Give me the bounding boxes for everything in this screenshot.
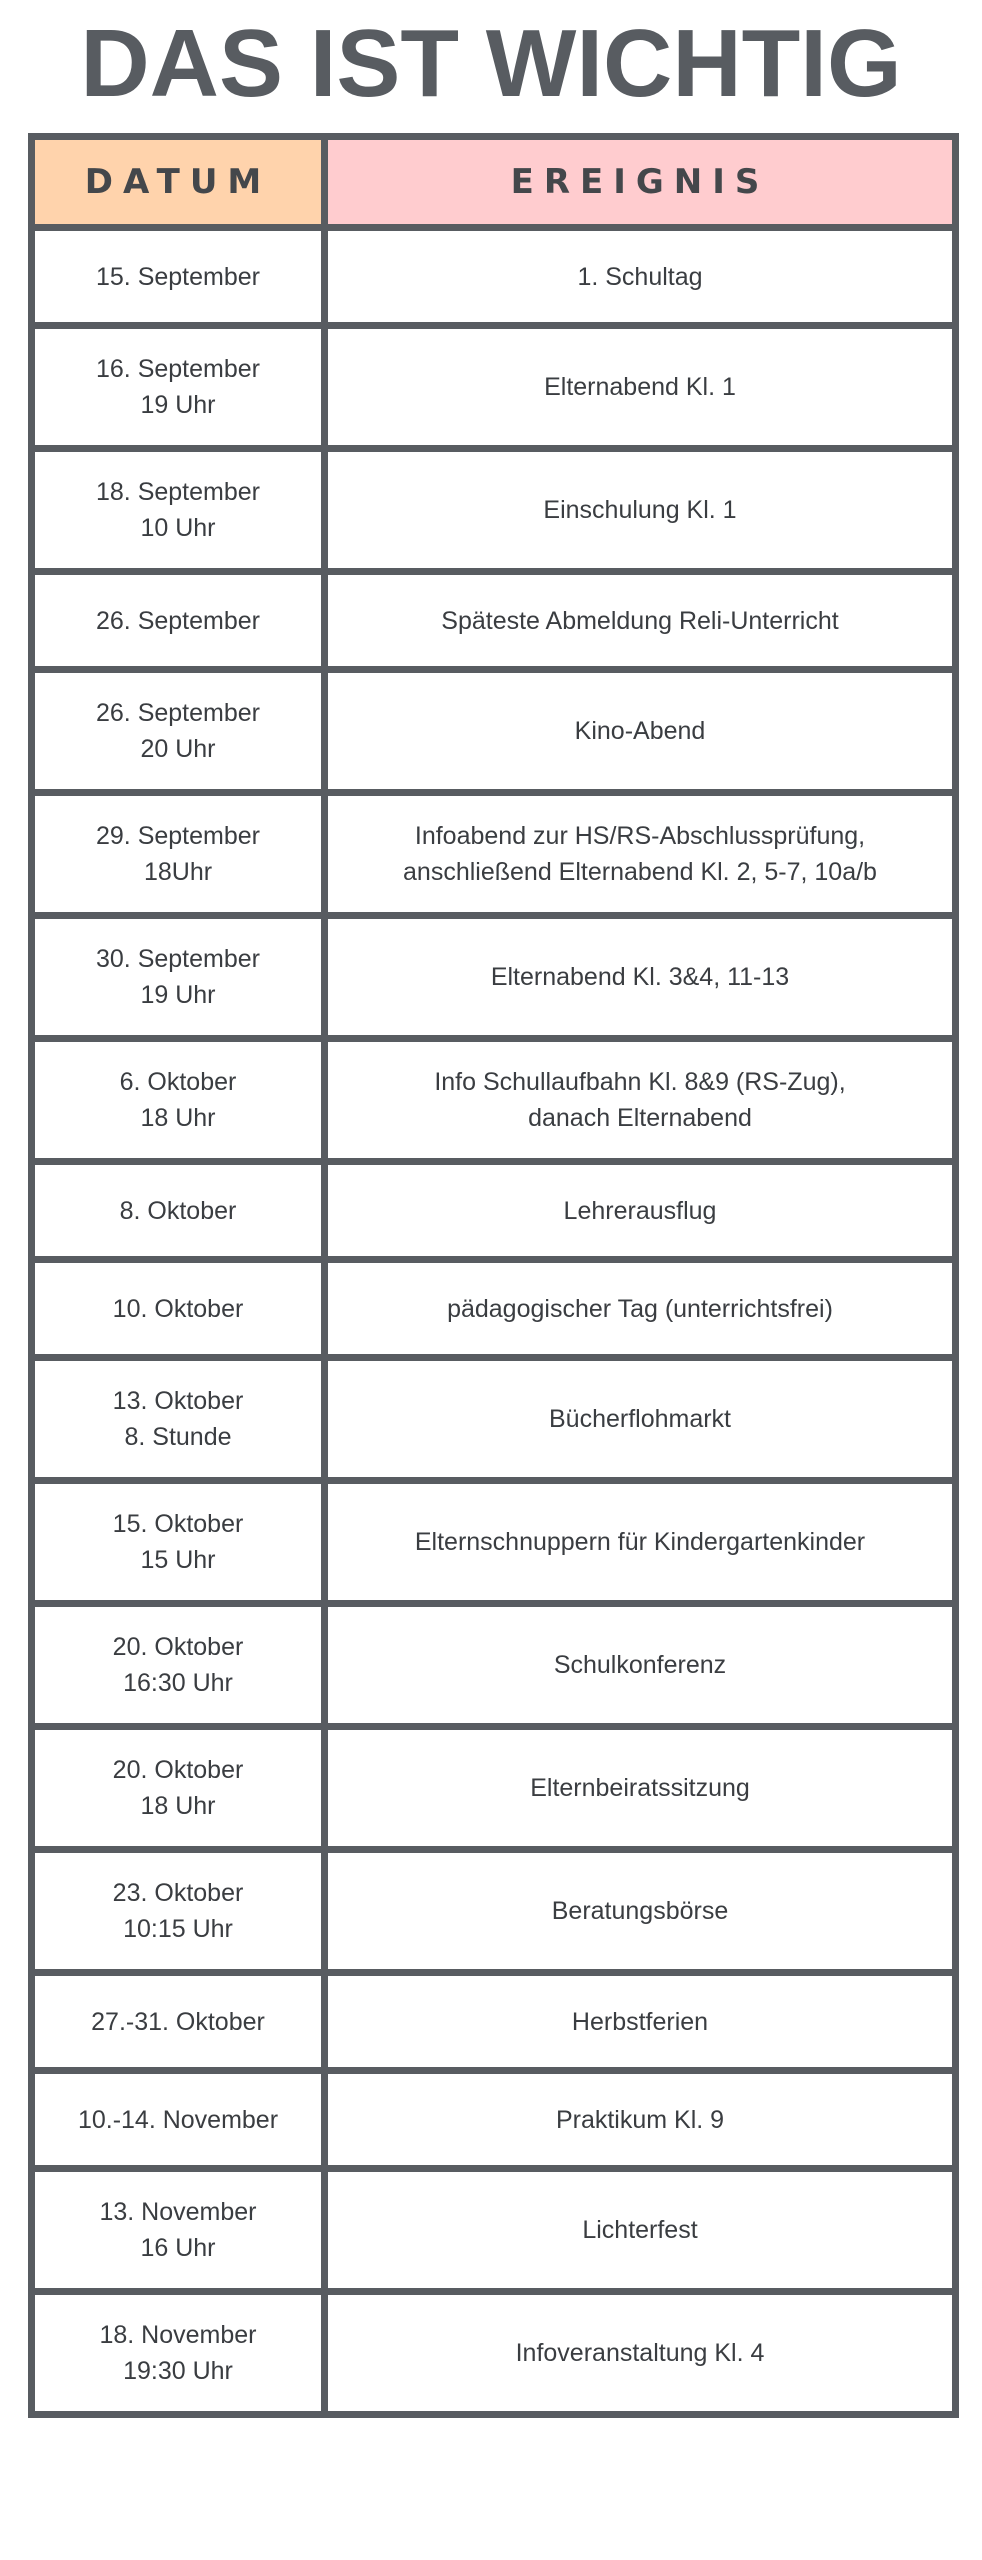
date-cell — [32, 1604, 325, 1727]
event-cell-line: Info Schullaufbahn Kl. 8&9 (RS-Zug), — [434, 1068, 846, 1096]
event-cell-line: Bücherflohmarkt — [548, 1405, 732, 1433]
event-cell — [325, 1358, 956, 1481]
table-row — [32, 1162, 956, 1260]
date-cell-line: 23. Oktober — [112, 1879, 244, 1907]
event-cell — [325, 2292, 956, 2415]
header-ereignis: EREIGNIS — [325, 137, 956, 228]
table-row — [32, 1973, 956, 2071]
date-cell — [32, 916, 325, 1039]
table-row — [32, 572, 956, 670]
table-row — [32, 2071, 956, 2169]
event-cell — [325, 1604, 956, 1727]
date-cell — [32, 326, 325, 449]
event-cell-line: 1. Schultag — [577, 262, 703, 291]
date-cell-line: 15. Oktober — [112, 1510, 244, 1538]
table-header-row — [32, 137, 956, 228]
date-cell-line: 18 Uhr — [140, 1792, 216, 1820]
date-cell-line: 19:30 Uhr — [123, 2357, 233, 2385]
event-cell — [325, 916, 956, 1039]
event-cell-line: pädagogischer Tag (unterrichtsfrei) — [447, 1294, 833, 1323]
event-cell — [325, 449, 956, 572]
date-cell-line: 26. September — [96, 699, 260, 727]
date-cell-line: 10. Oktober — [112, 1294, 244, 1323]
date-cell-line: 26. September — [96, 606, 260, 635]
date-cell-line: 13. November — [99, 2198, 257, 2226]
event-cell-line: anschließend Elternabend Kl. 2, 5-7, 10a/b — [403, 858, 877, 886]
event-cell-line: Praktikum Kl. 9 — [555, 2105, 725, 2134]
date-cell-line: 19 Uhr — [140, 981, 216, 1009]
date-cell-line: 20. Oktober — [112, 1756, 244, 1784]
date-cell-line: 10:15 Uhr — [123, 1915, 233, 1943]
date-cell — [32, 1973, 325, 2071]
events-table — [28, 133, 959, 2418]
date-cell — [32, 449, 325, 572]
table-row — [32, 670, 956, 793]
date-cell-line: 10 Uhr — [140, 514, 216, 542]
date-cell — [32, 1481, 325, 1604]
event-cell-line: Elternschnuppern für Kindergartenkinder — [414, 1528, 866, 1556]
table-row — [32, 1727, 956, 1850]
event-cell-line: Schulkonferenz — [553, 1651, 727, 1679]
event-cell-line: Herbstferien — [571, 2007, 709, 2036]
date-cell — [32, 1358, 325, 1481]
event-cell — [325, 326, 956, 449]
date-cell — [32, 228, 325, 326]
event-cell — [325, 1481, 956, 1604]
date-cell-line: 8. Stunde — [124, 1423, 232, 1451]
event-cell-line: Elternbeiratssitzung — [530, 1774, 750, 1802]
date-cell-line: 15 Uhr — [140, 1546, 216, 1574]
event-cell — [325, 793, 956, 916]
table-row — [32, 1850, 956, 1973]
header-datum: DATUM — [32, 137, 325, 228]
date-cell-line: 19 Uhr — [140, 391, 216, 419]
event-cell — [325, 2169, 956, 2292]
event-cell — [325, 670, 956, 793]
date-cell-line: 20 Uhr — [140, 735, 216, 763]
date-cell-line: 29. September — [96, 822, 260, 850]
date-cell-line: 13. Oktober — [112, 1387, 244, 1415]
date-cell — [32, 1727, 325, 1850]
table-row — [32, 1481, 956, 1604]
event-cell — [325, 2071, 956, 2169]
event-cell-line: Elternabend Kl. 3&4, 11-13 — [490, 963, 790, 991]
date-cell-line: 18. November — [99, 2321, 257, 2349]
table-row — [32, 228, 956, 326]
event-cell — [325, 228, 956, 326]
date-cell-line: 18 Uhr — [140, 1104, 216, 1132]
event-cell-line: Beratungsbörse — [551, 1897, 729, 1925]
event-cell — [325, 1973, 956, 2071]
event-cell-line: Einschulung Kl. 1 — [543, 496, 737, 524]
date-cell-line: 20. Oktober — [112, 1633, 244, 1661]
event-cell-line: Elternabend Kl. 1 — [544, 373, 736, 401]
date-cell — [32, 2169, 325, 2292]
date-cell-line: 8. Oktober — [119, 1196, 237, 1225]
page-title: DAS IST WICHTIG — [80, 10, 902, 117]
event-cell — [325, 1039, 956, 1162]
date-cell — [32, 1850, 325, 1973]
event-cell — [325, 1162, 956, 1260]
event-cell — [325, 1260, 956, 1358]
date-cell — [32, 2292, 325, 2415]
event-cell-line: Infoabend zur HS/RS-Abschlussprüfung, — [414, 822, 866, 850]
date-cell-line: 18Uhr — [143, 858, 213, 886]
table-body — [32, 228, 956, 2415]
table-row — [32, 1039, 956, 1162]
date-cell-line: 30. September — [96, 945, 260, 973]
date-cell-line: 15. September — [96, 262, 260, 291]
date-cell-line: 16:30 Uhr — [123, 1669, 233, 1697]
table-row — [32, 326, 956, 449]
date-cell-line: 27.-31. Oktober — [91, 2007, 265, 2036]
table-row — [32, 916, 956, 1039]
date-cell-line: 10.-14. November — [77, 2105, 279, 2134]
event-cell-line: Lichterfest — [582, 2216, 698, 2244]
event-cell — [325, 1727, 956, 1850]
event-cell-line: Lehrerausflug — [563, 1196, 717, 1225]
date-cell — [32, 1260, 325, 1358]
table-row — [32, 2292, 956, 2415]
event-cell — [325, 572, 956, 670]
table-row — [32, 1604, 956, 1727]
table-row — [32, 2169, 956, 2292]
date-cell — [32, 572, 325, 670]
event-cell-line: danach Elternabend — [528, 1104, 752, 1132]
date-cell — [32, 1162, 325, 1260]
event-cell-line: Späteste Abmeldung Reli-Unterricht — [441, 606, 839, 635]
table-row — [32, 1358, 956, 1481]
event-cell-line: Kino-Abend — [574, 717, 706, 745]
date-cell-line: 16. September — [96, 355, 260, 383]
event-cell — [325, 1850, 956, 1973]
table-row — [32, 449, 956, 572]
date-cell — [32, 670, 325, 793]
date-cell — [32, 2071, 325, 2169]
date-cell — [32, 793, 325, 916]
event-cell-line: Infoveranstaltung Kl. 4 — [515, 2339, 765, 2367]
table-row — [32, 793, 956, 916]
date-cell-line: 6. Oktober — [119, 1068, 237, 1096]
date-cell-line: 16 Uhr — [140, 2234, 216, 2262]
date-cell-line: 18. September — [96, 478, 260, 506]
table-row — [32, 1260, 956, 1358]
date-cell — [32, 1039, 325, 1162]
